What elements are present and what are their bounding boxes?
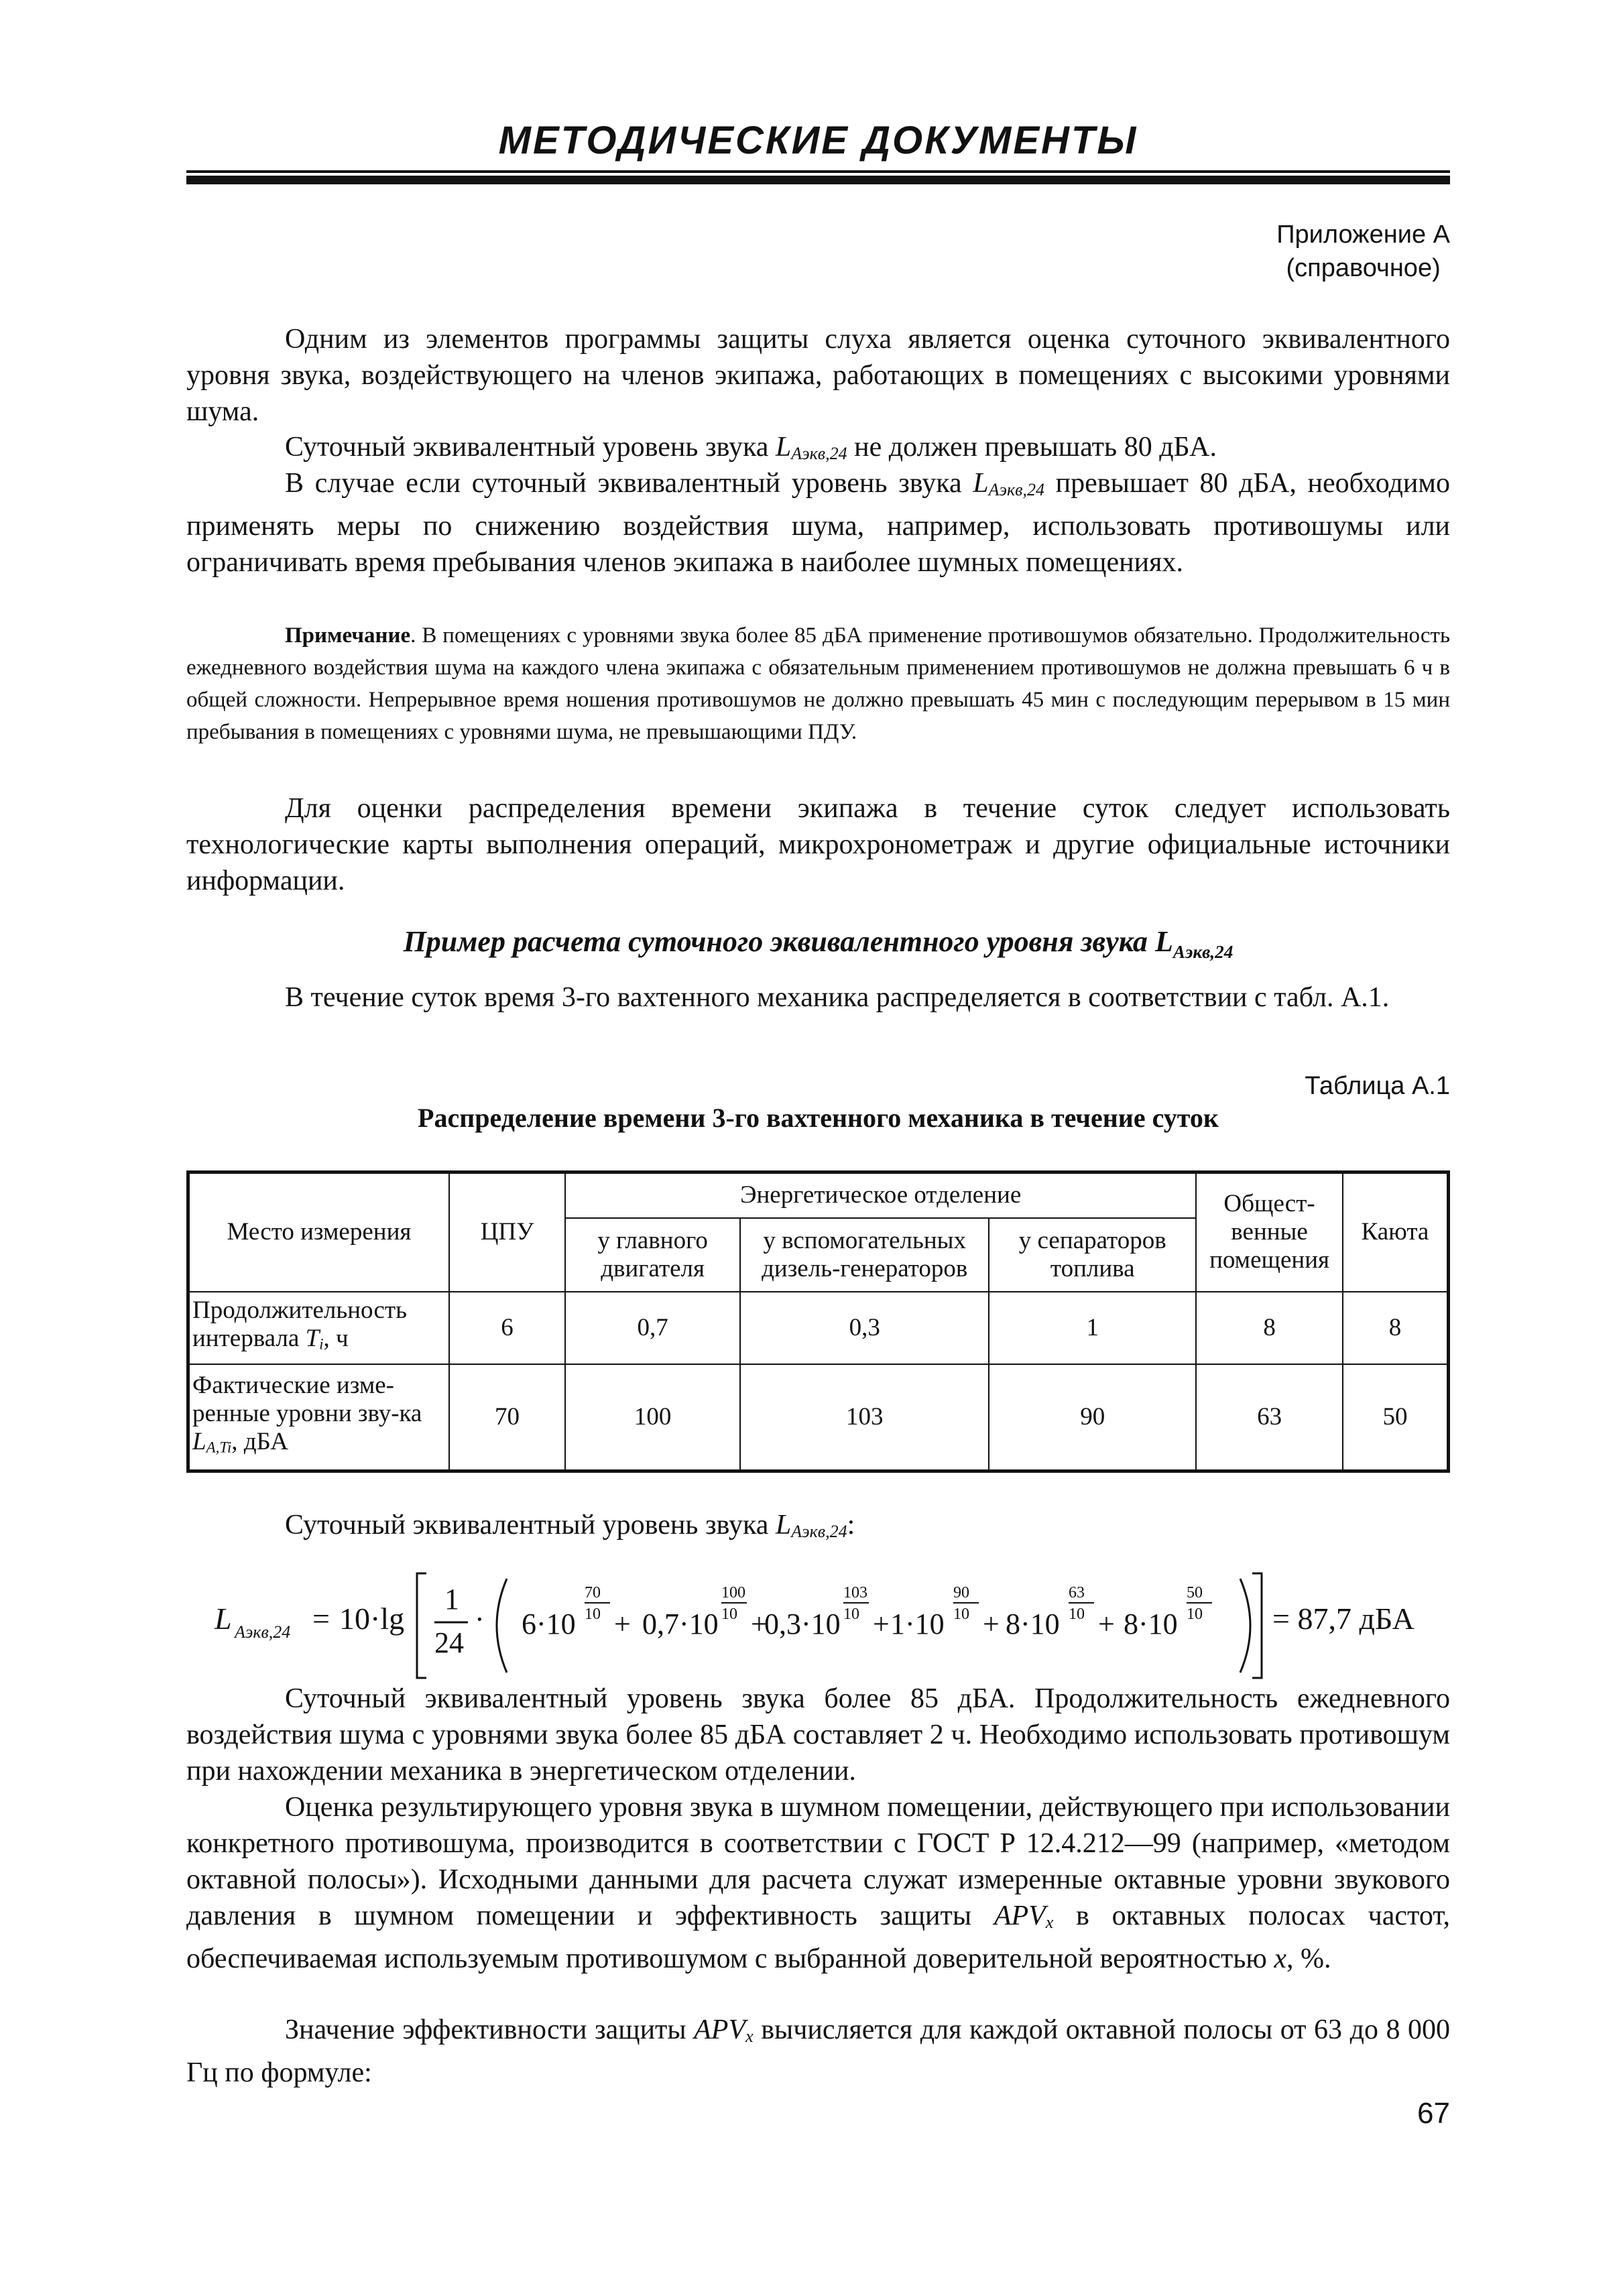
header-cpu: ЦПУ bbox=[449, 1172, 565, 1292]
formula-term-exp-num: 100 bbox=[721, 1584, 745, 1602]
cell-duration-public: 8 bbox=[1196, 1292, 1343, 1364]
formula-term-plus: + bbox=[1098, 1608, 1115, 1640]
formula-term-exp-num: 63 bbox=[1069, 1584, 1085, 1602]
header-separators: у сепараторов топлива bbox=[989, 1218, 1196, 1292]
formula-frac-den: 24 bbox=[434, 1626, 464, 1659]
paragraph-6: Суточный эквивалентный уровень звука $L_{Aэкв,24}$: bbox=[285, 1510, 855, 1542]
cell-level-cpu: 70 bbox=[449, 1364, 565, 1471]
cell-duration-main-engine: 0,7 bbox=[565, 1292, 740, 1364]
formula-term-exp-den: 10 bbox=[585, 1606, 601, 1623]
daily-level-formula bbox=[186, 1559, 1450, 1693]
cell-level-public: 63 bbox=[1196, 1364, 1343, 1471]
table-row bbox=[188, 1364, 1449, 1471]
formula-term-exp-den: 10 bbox=[721, 1606, 737, 1623]
formula-term-exp-num: 50 bbox=[1187, 1584, 1203, 1602]
formula-term-plus: + bbox=[873, 1608, 890, 1640]
formula-term-coef: 8·10 bbox=[1006, 1608, 1060, 1640]
row-levels-label: Фактические изме-ренные уровни зву-ка $L_{A,Ti}$, дБА bbox=[188, 1364, 449, 1471]
note-label: Примечание bbox=[285, 623, 411, 648]
header-aux-gen: у вспомогательных дизель-генераторов bbox=[740, 1218, 989, 1292]
formula-term-plus: + bbox=[751, 1608, 768, 1640]
formula-term-exp-den: 10 bbox=[843, 1606, 859, 1623]
formula-term-exp-den: 10 bbox=[1187, 1606, 1203, 1623]
formula-term-exp-num: 90 bbox=[953, 1584, 969, 1602]
table-title: Распределение времени 3-го вахтенного механика в течение суток bbox=[418, 1103, 1219, 1133]
symbol-l-eq24: $L_{Aэкв,24}$ bbox=[775, 1510, 847, 1542]
header-cabin: Каюта bbox=[1343, 1172, 1449, 1292]
formula-frac-num: 1 bbox=[444, 1583, 459, 1616]
page-number: 67 bbox=[1417, 2097, 1450, 2130]
symbol-l-eq24: $L_{Aэкв,24}$ bbox=[775, 432, 847, 464]
formula-term-coef: 0,7·10 bbox=[642, 1608, 719, 1640]
cell-duration-cabin: 8 bbox=[1343, 1292, 1449, 1364]
header-place: Место измерения bbox=[188, 1172, 449, 1292]
symbol-apv: $APV_x$ bbox=[994, 1900, 1054, 1933]
formula-eq: = bbox=[312, 1602, 330, 1636]
note-text: . В помещениях с уровнями звука более 85 дБА применение противошумов обязательно. Продолжительность ежедневного воздействия шума на каждого члена экипажа с обязательным применением противошумов не должна превышать 6 ч в общей сложности. Непрерывное время ношения противошумов не должно превышать 45 мин с последующим перерывом в 15 мин пребывания в помещениях с уровнями шума, не превышающими ПДУ. bbox=[186, 623, 1450, 744]
paragraph-9: Значение эффективности защиты $APV_x$ вычисляется для каждой октавной полосы от 63 до 8 000 Гц по формуле: bbox=[186, 2014, 1451, 2089]
document-page bbox=[186, 0, 1450, 2296]
appendix-type: (справочное) bbox=[1286, 254, 1441, 282]
formula-term-exp-den: 10 bbox=[1069, 1606, 1085, 1623]
example-title: Пример расчета суточного эквивалентного уровня звука $L_{Aэкв,24}$ bbox=[403, 925, 1234, 962]
cell-duration-cpu: 6 bbox=[449, 1292, 565, 1364]
cell-duration-aux-gen: 0,3 bbox=[740, 1292, 989, 1364]
formula-bracket-left bbox=[417, 1573, 426, 1678]
paragraph-3: В случае если суточный эквивалентный уровень звука $L_{Aэкв,24}$ превышает 80 дБА, необходимо применять меры по снижению воздействия шума, например, использовать противошумы или ограничивать время пребывания членов экипажа в наиболее шумных помещениях. bbox=[186, 468, 1450, 579]
table-row bbox=[188, 1292, 1449, 1364]
formula-lhs: L bbox=[215, 1602, 232, 1636]
cell-duration-separators: 1 bbox=[989, 1292, 1196, 1364]
paragraph-5: В течение суток время 3-го вахтенного механика распределяется в соответствии с табл. А.1. bbox=[285, 982, 1390, 1013]
header-energy: Энергетическое отделение bbox=[565, 1172, 1196, 1218]
running-header: МЕТОДИЧЕСКИЕ ДОКУМЕНТЫ bbox=[498, 119, 1138, 162]
formula-result: = 87,7 дБА bbox=[1272, 1602, 1415, 1636]
formula-term-plus: + bbox=[983, 1608, 1000, 1640]
formula-dot: · bbox=[475, 1603, 485, 1636]
cell-level-separators: 90 bbox=[989, 1364, 1196, 1471]
table-label: Таблица А.1 bbox=[1305, 1072, 1450, 1100]
time-distribution-table bbox=[186, 1170, 1450, 1473]
formula-paren-left bbox=[497, 1579, 507, 1673]
appendix-title: Приложение А bbox=[1276, 221, 1450, 249]
formula-bracket-right bbox=[1252, 1573, 1262, 1678]
formula-paren-right bbox=[1240, 1579, 1250, 1673]
formula-term-plus: + bbox=[614, 1608, 631, 1640]
paragraph-8: Оценка результирующего уровня звука в шумном помещении, действующего при использовании конкретного противошума, производится в соответствии с ГОСТ Р 12.4.212—99 (например, «методом октавной полосы»). Исходными данными для расчета служат измеренные октавные уровни звукового давления в шумном помещении и эффективность защиты $APV_x$ в октавных полосах частот, обеспечиваемая используемым противошумом с выбранной доверительной вероятностью x, %. bbox=[186, 1792, 1450, 1975]
paragraph-1: Одним из элементов программы защиты слуха является оценка суточного эквивалентного уровня звука, воздействующего на членов экипажа, работающих в помещениях с высокими уровнями шума. bbox=[186, 324, 1450, 427]
formula-term-coef: 1·10 bbox=[890, 1608, 945, 1640]
paragraph-7: Суточный эквивалентный уровень звука более 85 дБА. Продолжительность ежедневного воздействия шума с уровнями звука более 85 дБА составляет 2 ч. Необходимо использовать противошум при нахождении механика в энергетическом отделении. bbox=[186, 1683, 1450, 1787]
cell-level-cabin: 50 bbox=[1343, 1364, 1449, 1471]
header-rule-thick bbox=[186, 176, 1450, 184]
symbol-apv: $APV_x$ bbox=[694, 2014, 754, 2047]
formula-term-coef: 8·10 bbox=[1124, 1608, 1178, 1640]
row-duration-label: Продолжительность интервала $T_i$, ч bbox=[188, 1292, 449, 1364]
cell-level-aux-gen: 103 bbox=[740, 1364, 989, 1471]
note-block bbox=[186, 619, 1450, 748]
cell-level-main-engine: 100 bbox=[565, 1364, 740, 1471]
formula-term-coef: 6·10 bbox=[522, 1608, 576, 1640]
formula-term-exp-den: 10 bbox=[953, 1606, 969, 1623]
header-rule-thin bbox=[186, 170, 1450, 173]
formula-lhs-sub: Aэкв,24 bbox=[235, 1622, 291, 1642]
symbol-l-eq24: $L_{Aэкв,24}$ bbox=[973, 468, 1045, 500]
paragraph-4: Для оценки распределения времени экипажа в течение суток следует использовать технологические карты выполнения операций, микрохронометраж и другие официальные источники информации. bbox=[186, 793, 1450, 896]
paragraph-2: Суточный эквивалентный уровень звука $L_{Aэкв,24}$ не должен превышать 80 дБА. bbox=[285, 432, 1217, 464]
header-public: Общест-венные помещения bbox=[1196, 1172, 1343, 1292]
formula-term-coef: 0,3·10 bbox=[764, 1608, 841, 1640]
header-main-engine: у главного двигателя bbox=[565, 1218, 740, 1292]
formula-factor: 10·lg bbox=[339, 1602, 405, 1636]
formula-term-exp-num: 70 bbox=[585, 1584, 601, 1602]
formula-term-exp-num: 103 bbox=[843, 1584, 867, 1602]
appendix-label bbox=[1276, 218, 1450, 285]
symbol-x: x bbox=[1274, 1943, 1286, 1975]
